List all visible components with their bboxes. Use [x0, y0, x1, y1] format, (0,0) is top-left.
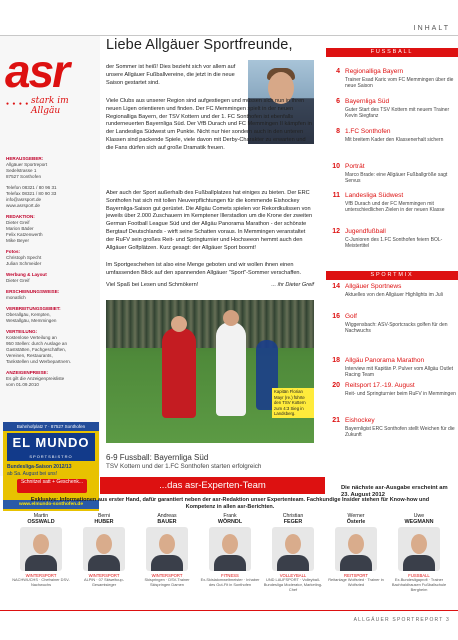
- editorial-title: Liebe Allgäuer Sportfreunde,: [106, 37, 293, 53]
- expert-photo: [272, 527, 314, 571]
- toc-entry-title: Bayernliga Süd: [345, 98, 390, 105]
- expert-role: FUSSBALL: [408, 573, 430, 578]
- player-white: [216, 322, 246, 416]
- imprint-line: Oberallgäu, Kempten,: [6, 312, 51, 317]
- imprint-block-1: [6, 185, 98, 209]
- toc-entry-desc: Interview mit Kapitän P. Pulver vom Allgäu Outlet Racing Team: [345, 366, 454, 379]
- toc-entry-desc: Marco Brade: eine Allgäuer Fußballgröße sagt Servus: [345, 172, 448, 185]
- imprint-label: REDAKTION:: [6, 214, 35, 219]
- imprint-line: Julian Schmeider: [6, 261, 42, 266]
- toc-entry-desc: Reit- und Springturnier beim RuFV in Memmingen: [345, 391, 456, 397]
- toc-entry-title: Porträt: [345, 163, 365, 170]
- expert-face: [348, 534, 364, 554]
- expert-card: [262, 513, 324, 592]
- imprint-line: monatlich: [6, 295, 26, 300]
- feature-line-2: TSV Kottern und der 1.FC Sonthofen starten erfolgreich: [106, 463, 262, 470]
- expert-last-name: OSSWALD: [27, 519, 55, 525]
- imprint-line: Es gilt die Anzeigenpreisliste: [6, 376, 65, 381]
- footer-rule: [0, 610, 458, 611]
- imprint-line: Christoph Specht: [6, 255, 42, 260]
- expert-role: WINTERSPORT: [88, 573, 120, 578]
- imprint-line: Telefon 08321 / 80 96 31: [6, 185, 57, 190]
- expert-role: FITNESS: [221, 573, 239, 578]
- toc-page-number: 18: [332, 357, 340, 364]
- imprint-block-3: [6, 249, 98, 267]
- section-bar-fussball: FUSSBALL: [326, 48, 458, 57]
- expert-photo: [83, 527, 125, 571]
- page-footer: ALLGÄUER SPORTREPORT 3: [353, 617, 450, 623]
- expert-first-name: Werner: [347, 513, 365, 519]
- expert-role-detail: UND LAUFSPORT · Volleyball-Bundesliga Moderator, Marketing-Chef: [263, 577, 323, 592]
- expert-face: [222, 534, 238, 554]
- imprint-block-2: [6, 214, 98, 244]
- logo-wordmark: asr: [5, 45, 69, 97]
- ad-liga: Bundesliga-Saison 2012/13: [7, 464, 72, 470]
- expert-face: [96, 534, 112, 554]
- player-red: [162, 328, 196, 418]
- expert-first-name: Frank: [223, 513, 237, 519]
- imprint-label: HERAUSGEBER:: [6, 156, 44, 161]
- editorial-signoff: [106, 282, 314, 288]
- toc-entry-desc: Guter Start des TSV Kottern mit neuem Trainer Kevin Siegfanz: [345, 107, 450, 120]
- toc-entry-desc: C-Junioren des 1.FC Sonthofen feiern BOL-Meistertitel: [345, 237, 443, 250]
- imprint-line: Mike Beyer: [6, 238, 29, 243]
- section-label-inhalt: INHALT: [413, 25, 450, 32]
- expert-role-detail: Ex-Bundesligaprofi · Trainer Bachhaldhausen Fußballschule Bergheim: [391, 577, 447, 592]
- expert-first-name: Andreas: [157, 513, 177, 519]
- expert-last-name: Österle: [346, 519, 366, 525]
- imprint-line: Vereinen, Restaurants,: [6, 353, 53, 358]
- toc-entry-desc: Wiggensbach: ASV-Sportcracks golfen für den Nachwuchs: [345, 322, 448, 335]
- expert-face: [285, 534, 301, 554]
- imprint-line: www.asrsport.de: [6, 203, 40, 208]
- toc-entry-title: Eishockey: [345, 417, 375, 424]
- toc-page-number: 20: [332, 382, 340, 389]
- imprint-line: vom 01.09.2010: [6, 382, 39, 387]
- next-issue-note: Die nächste asr-Ausgabe erscheint am 23. August 2012: [341, 485, 448, 498]
- asr-logo: [5, 41, 100, 116]
- toc-page-number: 10: [332, 163, 340, 170]
- expert-body: [403, 555, 435, 571]
- expert-role-detail: Skispringen · DSV-Trainer Skispringen Damen: [144, 577, 190, 587]
- imprint-line: Marion Bäder: [6, 226, 34, 231]
- expert-role: WINTERSPORT: [25, 573, 57, 578]
- expert-body: [214, 555, 246, 571]
- imprint-line: Dieter Greif: [6, 278, 30, 283]
- logo-dots: ● ● ● ●: [6, 101, 30, 107]
- ad-tickets: ab Sa. August bei uns!: [7, 471, 58, 477]
- imprint-block-6: [6, 306, 98, 324]
- expert-role: VOLLEYBALL: [279, 573, 307, 578]
- toc-entry-desc: Aktuelles von den Allgäuer Highlights im Juli: [345, 292, 443, 298]
- player-white-head: [223, 310, 239, 326]
- expert-first-name: Berni: [97, 513, 111, 519]
- expert-body: [88, 555, 120, 571]
- expert-card: [73, 513, 135, 588]
- ad-brand: EL MUNDO: [7, 433, 95, 453]
- expert-card: [10, 513, 72, 588]
- expert-last-name: WÖRNDL: [217, 519, 243, 525]
- feature-subhead: [106, 453, 314, 470]
- expert-photo: [398, 527, 440, 571]
- toc-entry-title: Regionalliga Bayern: [345, 68, 404, 75]
- expert-face: [33, 534, 49, 554]
- imprint-block-4: [6, 272, 98, 284]
- ad-subtitle: SPORTSBISTRO: [7, 453, 95, 461]
- imprint-line: Felix Katzenwerth: [6, 232, 43, 237]
- author-signature: ... ihr Dieter Greif: [271, 282, 314, 288]
- toc-entry-title: Allgäu Panorama Marathon: [345, 357, 425, 364]
- feature-line-1: 6-9 Fussball: Bayernliga Süd: [106, 453, 209, 462]
- closing-text: Viel Spaß bei Lesen und Schmökern!: [106, 282, 199, 288]
- imprint-line: Tankstellen und Werbepartnern.: [6, 359, 72, 364]
- expert-photo: [335, 527, 377, 571]
- editorial-p4: Im Sportgeschehen ist also eine Menge geboten und wir wollen ihnen einen umfassenden Blick auf den spannenden Allgäuer "Sport"-Sommer verschaffen.: [106, 262, 302, 276]
- toc-page-number: 14: [332, 283, 340, 290]
- ad-url[interactable]: www.elmundo-sonthofen.de: [3, 500, 99, 509]
- expert-first-name: Martin: [33, 513, 49, 519]
- expert-role-detail: ALPIN · 07 Skiweltcup-Gesamtsieger: [83, 577, 124, 587]
- toc-entry-title: 1.FC Sonthofen: [345, 128, 391, 135]
- experts-intro: Exklusive: Informationen aus erster Hand, dafür garantiert neben der asr-Redaktion unser Expertenteam. Fachkundige Insider stehen für Know-how und Kompetenz in allen asr-Berichten.: [30, 497, 430, 510]
- imprint-label: VERTEILUNG:: [6, 329, 38, 334]
- imprint-block-7: [6, 329, 98, 365]
- toc-page-number: 12: [332, 228, 340, 235]
- expert-photo: [209, 527, 251, 571]
- expert-last-name: FEGER: [283, 519, 303, 525]
- expert-body: [25, 555, 57, 571]
- ad-offer: Schnitzel satt + Geschenk...: [17, 479, 87, 493]
- toc-entry-title: Landesliga Südwest: [345, 192, 404, 199]
- expert-role: WINTERSPORT: [151, 573, 183, 578]
- photo-caption: Kapitän Florian Mayr (re.) führte den TSV Kottern zum 4:3 Sieg in Landsberg.: [272, 388, 314, 418]
- imprint-label: ANZEIGENPREISE:: [6, 370, 49, 375]
- imprint-line: Telefax 08321 / 80 90 33: [6, 191, 57, 196]
- toc-entry-desc: VfB Durach und der FC Memmingen mit unterschiedlichen Zielen in der neuen Klasse: [345, 201, 445, 214]
- imprint-line: Westallgäu, Memmingen: [6, 318, 57, 323]
- imprint-label: VERBREITUNGSGEBIET:: [6, 306, 61, 311]
- expert-first-name: Uwe: [413, 513, 425, 519]
- imprint-block-5: [6, 289, 98, 301]
- editorial-p1: der Sommer ist heiß! Dies bezieht sich vor allem auf unsere Allgäuer Fußballvereine, die jetzt in die neue Saison gestartet sind.: [106, 64, 236, 86]
- toc-page-number: 4: [336, 68, 340, 75]
- imprint-block-8: [6, 370, 98, 388]
- toc-entry-title: Golf: [345, 313, 357, 320]
- imprint-line: 950 Stellen: durch Auslage an: [6, 341, 68, 346]
- toc-page-number: 6: [336, 98, 340, 105]
- ad-address: Bahnhofplatz 7 · 87527 Sonthofen: [3, 422, 99, 431]
- toc-entry-title: Jugendfußball: [345, 228, 386, 235]
- player-red-head: [171, 316, 187, 332]
- imprint-line: Kostenlose Verteilung an: [6, 335, 57, 340]
- toc-entry-desc: Trainer Esad Karic vom FC Memmingen über die neue Saison: [345, 77, 454, 90]
- toc-entry-title: Reitsport 17.-19. August: [345, 382, 415, 389]
- expert-last-name: BAUER: [157, 519, 177, 525]
- experts-bar: ...das asr-Experten-Team: [100, 477, 325, 494]
- imprint-line: Dieter Greif: [6, 220, 30, 225]
- logo-tagline: stark im Allgäu: [31, 96, 69, 116]
- toc-entry-title: Allgäuer Sportnews: [345, 283, 402, 290]
- soccer-photo: [106, 300, 314, 443]
- imprint-block-0: [6, 156, 98, 180]
- imprint-label: Fotos:: [6, 249, 21, 254]
- imprint-line: info@asrsport.de: [6, 197, 42, 202]
- expert-first-name: Christian: [282, 513, 304, 519]
- expert-role: REITSPORT: [344, 573, 368, 578]
- toc-entry-desc: Bayernligist ERC Sonthofen stellt Weichen für die Zukunft: [345, 426, 455, 439]
- imprint-label: Werbung & Layout: [6, 272, 47, 277]
- expert-role-detail: Reitanlage Wolfsried · Trainer in Wolfsried: [328, 577, 384, 587]
- expert-role-detail: NACHWUCHS · Chefrainer DSV-Nachwuchs: [12, 577, 70, 587]
- expert-face: [159, 534, 175, 554]
- imprint-line: Sedelstrasse 1: [6, 168, 37, 173]
- editorial-p3: Aber auch der Sport außerhalb des Fußballplatzes hat einiges zu bieten. Der ERC Sonthofen hat sich mit tollen Neuverpflichtungen für die kommende Eishockey Bayernliga-Saison gut gerüstet. Die Allgäu Comets spielen vor Rekordkulissen von jeweils über 2.000 Zuschauern im Kemptener Illerstadion um die Krone der zweiten German Football League Süd und der Allgäu Panorama Marathon - der schönste Bergtauf Deutschlands - wirft seine Schatten voraus. In Memmingen veranstaltet der RuFV sein großes Reit- und Springturnier und Hochseeon hemmt auch den Allgäuer Golfplätzen. Kurz gesagt: der Allgäuer Sport boomt!: [106, 190, 313, 251]
- imprint-line: Allgäuer Sportreport: [6, 162, 48, 167]
- expert-card: [136, 513, 198, 588]
- photo-crowd: [106, 300, 314, 348]
- editorial-p2: Viele Clubs aus unserer Region sind aufgestiegen und müssen sich nun in ihren neuen Ligen orientieren und finden. Der FC Memmingen spielt in der neuen Regionalliga Bayern, der TSV Kottern und der 1. FC Sonthofen ist ebenfalls runderneuerten Bayernliga Süd. Der VfB Durach und FC Memmingen II kämpfen in der Landesliga Südwest um Punkte. Nicht nur hier sondern auch in den unteren Klassen sind packende Spiele, viele davon mit Derby-Charakter zu erwarten und die Fans dürfen sich auf große Dramatik freuen.: [106, 98, 312, 151]
- toc-page-number: 16: [332, 313, 340, 320]
- expert-photo: [20, 527, 62, 571]
- expert-face: [411, 534, 427, 554]
- toc-page-number: 11: [332, 192, 340, 199]
- expert-body: [151, 555, 183, 571]
- toc-entry-desc: Mit breitem Kader den Klassenerhalt sichern: [345, 137, 444, 143]
- imprint-line: 87527 Sonthofen: [6, 174, 41, 179]
- imprint-line: Gaststätten, Fachgeschäften,: [6, 347, 67, 352]
- expert-last-name: HUBER: [94, 519, 114, 525]
- expert-last-name: WEGMANN: [404, 519, 434, 525]
- imprint-column: [0, 36, 100, 507]
- expert-card: [199, 513, 261, 588]
- section-bar-sportmix: SPORTMIX: [326, 271, 458, 280]
- imprint-label: ERSCHEINUNGSWEISE:: [6, 289, 60, 294]
- expert-body: [277, 555, 309, 571]
- toc-page-number: 8: [336, 128, 340, 135]
- expert-body: [340, 555, 372, 571]
- expert-role-detail: Ex-Skislalomweltmeister · Inhaber des Gut-Fit in Sonthofen: [200, 577, 260, 587]
- toc-page-number: 21: [332, 417, 340, 424]
- expert-card: [388, 513, 450, 592]
- expert-photo: [146, 527, 188, 571]
- expert-card: [325, 513, 387, 588]
